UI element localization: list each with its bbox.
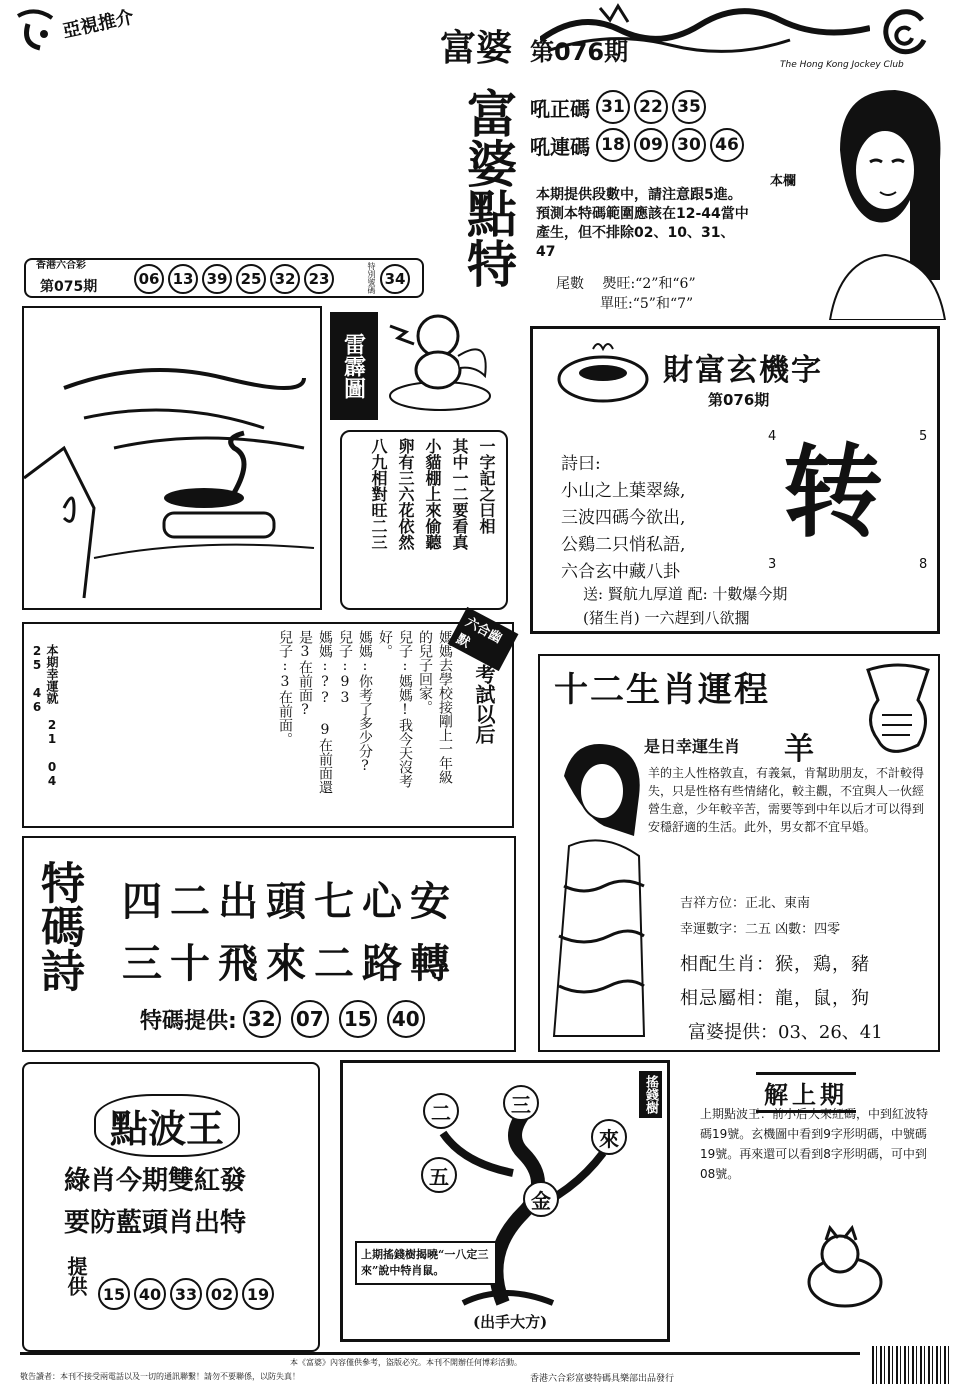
thunder-col-3: 小貓棚上來偷聽 [423,438,442,550]
poem-provide-label: 特碼提供: [140,1008,237,1034]
header-title: 富婆 [440,27,513,69]
corner-tl: 4 [768,429,777,444]
last-ball-5: 32 [270,264,300,294]
benqi-label: 本欄 [770,174,797,189]
zodiac-provide: 富婆提供：03、26、41 [688,1022,883,1043]
last-ball-6: 23 [304,264,334,294]
tail-block [556,274,696,314]
poem-title: 特碼詩 [33,860,84,992]
fortune-bottom-2: (猪生肖) 一六趕到八欲擱 [583,609,750,627]
last-result-issue: 第075期 [40,279,98,295]
lizard-landscape-image [24,308,320,608]
tips-desc-3: 產生，但不排除02、10、31、 [536,225,735,241]
barcode-icon [872,1346,952,1384]
review-title: 解上期 [756,1072,856,1113]
last-result-numbers [134,264,334,294]
teapot-icon [553,339,653,409]
woman-illustration-image [544,736,654,1046]
tips-desc-1: 本期提供段數中，請注意跟5進。 [536,187,742,203]
fruit-5: 金 [523,1181,559,1217]
zheng-ball-2: 22 [634,90,668,124]
poem-provide-row [140,1000,425,1038]
fortune-title: 財富玄機字 [663,353,823,388]
poem-label: 詩曰: [561,454,601,474]
zodiac-desc: 羊的主人性格敦直，有義氣，肯幫助朋友，不計較得失，只是性格有些情緒化，較主觀，不宜與人一伙經營生意，少年較辛苦，需要等到中年以后才可以得到安穩舒適的生活。此外，男女都不宜早婚。 [648,766,925,834]
joke-col-3: 兒子:媽媽!我今天沒考 [397,630,413,788]
zodiac-lucky: 羊 [784,732,814,767]
lian-row [530,128,744,162]
joke-side: 本期幸運就 21 04 25 46 [30,644,59,788]
joke-cols [244,630,454,820]
joke-col-6: 兒子:93 [337,630,353,706]
thunder-title: 雷霹圖 [330,312,378,420]
wave-line-2: 要防藍頭肖出特 [64,1208,247,1238]
joke-col-2: 的兒子回家。 [417,630,433,714]
joke-col-7: 媽媽:?? 9在前面還 [317,630,333,794]
zheng-label: 吼正碼 [530,96,590,121]
brand-left: 亞視推介 [60,6,136,43]
wave-ball-2: 40 [134,1278,166,1310]
woman-portrait-image [800,80,950,320]
wave-ball-4: 02 [206,1278,238,1310]
fortune-bottom-1: 送: 賢航九厚道 配: 十數爆今期 [583,585,788,603]
wave-ball-1: 15 [98,1278,130,1310]
joke-col-4: 好。 [377,630,393,658]
joke-col-5: 媽媽:你考了多少分? [357,630,373,774]
fruit-2: 三 [503,1085,539,1121]
corner-br: 8 [919,557,928,572]
last-ball-4: 25 [236,264,266,294]
zodiac-direction: 吉祥方位：正北、東南 [680,896,811,911]
tree-caption: (出手大方) [473,1313,548,1331]
poem-ball-3: 15 [339,1000,377,1038]
fortune-box [530,326,940,634]
poem-line-2: 三十飛來二路轉 [122,940,458,987]
header [0,0,960,80]
corner-tr: 5 [919,429,928,444]
fortune-poem [561,451,685,586]
zodiac-lucky-label: 是日幸運生肖 [644,737,741,756]
wave-title: 點波王 [94,1094,240,1157]
joke-title: 考試以后 [472,664,496,744]
zodiac-match: 相配生肖：猴，鶏，豬 [680,954,870,975]
wave-line-1: 綠肖今期雙紅發 [64,1166,247,1196]
tips-desc-2: 預測本特碼範圍應該在12-44當中 [536,206,749,222]
review-text: 上期點波王：前小后大來紅碼，中到紅波特碼19號。玄機圖中看到9字形明碼，中號碼19號。再來還可以看到8字形明碼，可中到08號。 [700,1107,929,1181]
tree-title: 搖錢樹 [639,1071,662,1118]
thunder-picture [22,306,322,610]
tips-desc [536,186,826,262]
zheng-ball-3: 35 [672,90,706,124]
zheng-ball-1: 31 [596,90,630,124]
joke-col-9: 兒子:3在前面。 [277,630,293,746]
poem-ball-2: 07 [291,1000,329,1038]
cupid-icon [380,296,500,416]
zodiac-avoid: 相忌屬相：龍，鼠，狗 [680,988,870,1009]
footer-left: 敬告讀者：本刊不接受兩電話以及一切的通訊聯繫！請勿不要聯係，以防失真！ [20,1372,300,1381]
thunder-col-4: 卵有三六花依然 [396,438,415,550]
fruit-3: 來 [591,1119,627,1155]
poem-box [22,836,516,1052]
tips-vertical-title: 富婆點特 [459,88,518,288]
tips-desc-4: 47 [536,244,556,260]
corner-bl: 3 [768,557,777,572]
last-ball-2: 13 [168,264,198,294]
fruit-1: 二 [423,1093,459,1129]
header-issue: 第076期 [530,38,629,66]
footer-middle: 本《富婆》內容僅供參考，盜版必究。本刊不開辦任何博彩活動。 [290,1358,522,1367]
last-result-bar [24,258,424,298]
tail-line-2: 單旺:“5”和“7” [600,296,694,312]
lian-ball-3: 30 [672,128,706,162]
lian-ball-2: 09 [634,128,668,162]
footer-bar [20,1352,860,1387]
tree-note: 上期搖錢樹揭曉“一八定三來”說中特肖鼠。 [355,1241,497,1285]
thunder-col-2: 其中一二要看真 [450,438,469,550]
jockey-club-logo-icon [880,6,930,56]
lian-label: 吼連碼 [530,134,590,159]
tree-box [340,1060,670,1342]
lian-ball-4: 46 [710,128,744,162]
poem-numbers [243,1000,425,1038]
joke-col-1: 媽媽去學校接剛上一年級 [437,630,453,784]
fortune-big-char: 转 [783,433,883,551]
last-ball-1: 06 [134,264,164,294]
fist-icon [858,660,938,760]
joke-box [22,614,514,828]
zodiac-box [538,654,940,1052]
fortune-issue: 第076期 [708,391,770,409]
brand-logo-icon [10,4,60,54]
wave-ball-5: 19 [242,1278,274,1310]
lian-ball-1: 18 [596,128,630,162]
fruit-4: 五 [421,1157,457,1193]
club-name: The Hong Kong Jockey Club [780,60,904,70]
zheng-numbers [596,90,706,124]
poem-line-2: 三波四碼今欲出, [561,508,686,528]
poem-ball-1: 32 [243,1000,281,1038]
wave-numbers [98,1278,274,1310]
special-tag: 特別號碼 [367,262,376,294]
thunder-col-5: 八九相對旺二三 [369,438,388,550]
footer-right: 香港六合彩富婆特碼具樂部出品發行 [530,1374,675,1384]
zodiac-numbers: 幸運數字：二五 凶數：四零 [680,922,841,937]
thunder-col-1: 一字記之曰相 [477,438,496,534]
last-ball-3: 39 [202,264,232,294]
poem-line-4: 六合玄中藏八卦 [561,562,680,582]
last-result-label: 香港六合彩 [36,260,86,271]
tail-line-1: 爂旺:“2”和“6” [602,276,696,292]
wave-provide-label: 提供 [64,1256,88,1296]
poem-line-1: 四二出頭七心安 [122,878,458,925]
cat-icon [800,1222,890,1312]
thunder-scroll [340,430,508,610]
zodiac-title: 十二生肖運程 [554,670,770,710]
tail-label: 尾數 [556,276,584,292]
wave-box [22,1062,320,1352]
poem-ball-4: 40 [387,1000,425,1038]
poem-line-3: 公鷄二只悄私語, [561,535,686,555]
joke-tag: 六合幽默 [448,607,519,671]
zheng-row [530,90,706,124]
wave-ball-3: 33 [170,1278,202,1310]
joke-col-8: 是3在前面? [297,630,313,718]
lian-numbers [596,128,744,162]
poem-line-1: 小山之上葉翠綠, [561,481,686,501]
special-number: 34 [380,264,410,294]
